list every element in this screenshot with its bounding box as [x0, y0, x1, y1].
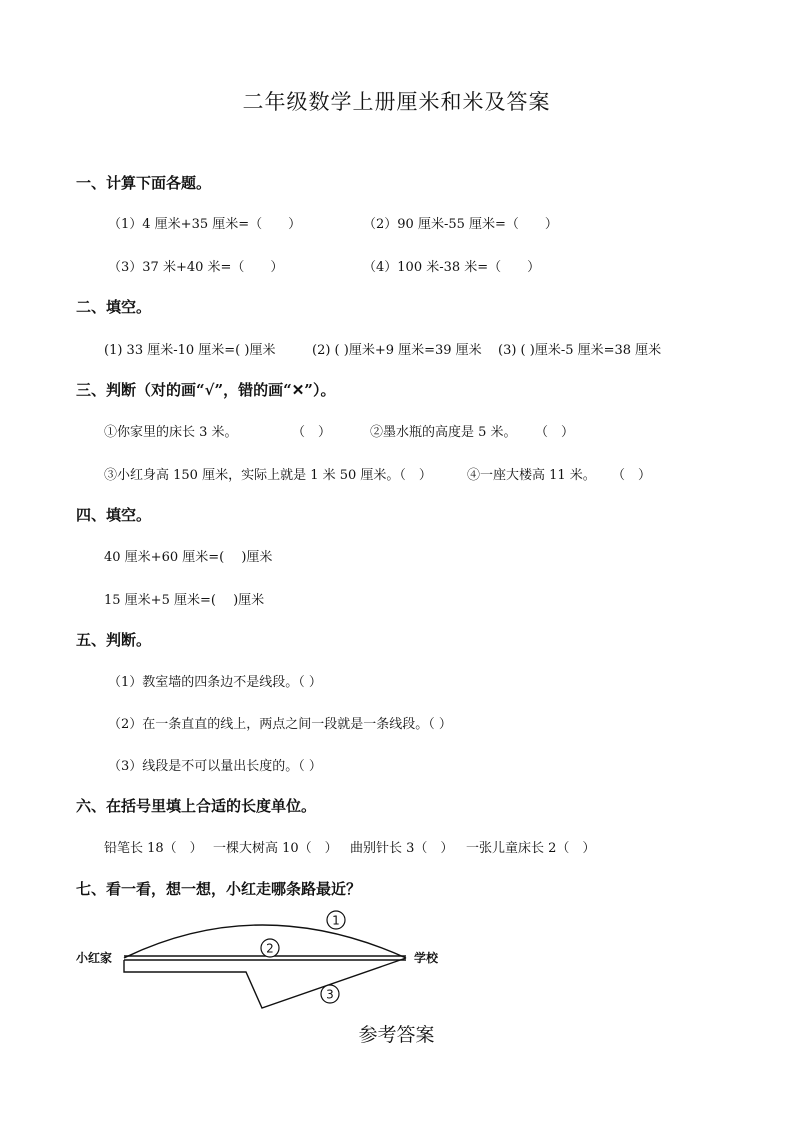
unit-6-4: 一张儿童床长 2（ ）	[466, 841, 596, 856]
question-2-2: (2) ( )厘米+9 厘米=39 厘米	[312, 343, 482, 358]
route-3-number: 3	[326, 987, 334, 1002]
judge-3-3: ③小红身高 150 厘米，实际上就是 1 米 50 厘米。（ ）	[104, 468, 432, 483]
judge-5-1: （1）教室墙的四条边不是线段。（ ）	[108, 675, 322, 690]
question-1-4: （4）100 米-38 米=（ ）	[363, 260, 541, 275]
section-6-heading: 六、在括号里填上合适的长度单位。	[76, 797, 317, 815]
route-2-number: 2	[266, 941, 274, 956]
school-label: 学校	[414, 951, 439, 965]
question-2-1: (1) 33 厘米-10 厘米=( )厘米	[104, 343, 276, 358]
unit-6-1: 铅笔长 18（ ）	[104, 841, 203, 856]
page-title: 二年级数学上册厘米和米及答案	[242, 90, 551, 114]
section-3-heading: 三、判断（对的画“√”，错的画“✕”）。	[76, 381, 336, 399]
section-5-heading: 五、判断。	[76, 631, 152, 649]
judge-3-4: ④一座大楼高 11 米。	[467, 468, 596, 483]
unit-6-3: 曲别针长 3（ ）	[350, 841, 454, 856]
section-1-heading: 一、计算下面各题。	[76, 174, 212, 192]
section-2-heading: 二、填空。	[76, 298, 152, 316]
answers-heading: 参考答案	[358, 1024, 435, 1046]
fill-4-2: 15 厘米+5 厘米=( )厘米	[104, 593, 265, 608]
route-1-number: 1	[332, 913, 340, 928]
unit-6-2: 一棵大树高 10（ ）	[213, 841, 338, 856]
question-2-3: (3) ( )厘米-5 厘米=38 厘米	[498, 343, 662, 358]
question-1-2: （2）90 厘米-55 厘米=（ ）	[363, 217, 558, 232]
fill-4-1: 40 厘米+60 厘米=( )厘米	[104, 550, 273, 565]
judge-3-2: ②墨水瓶的高度是 5 米。	[370, 425, 517, 440]
section-7-heading: 七、看一看，想一想，小红走哪条路最近？	[76, 880, 362, 898]
judge-5-2: （2）在一条直直的线上，两点之间一段就是一条线段。（ ）	[108, 717, 452, 732]
judge-3-2-blank: （ ）	[535, 425, 575, 440]
home-label: 小红家	[76, 951, 113, 965]
question-1-3: （3）37 米+40 米=（ ）	[108, 260, 284, 275]
question-1-1: （1）4 厘米+35 厘米=（ ）	[108, 217, 302, 232]
judge-3-1: ①你家里的床长 3 米。	[104, 425, 238, 440]
route-3-path	[124, 958, 406, 1008]
section-4-heading: 四、填空。	[76, 506, 152, 524]
judge-3-4-blank: （ ）	[612, 468, 652, 483]
judge-3-1-blank: （ ）	[292, 425, 332, 440]
judge-5-3: （3）线段是不可以量出长度的。（ ）	[108, 759, 322, 774]
route-diagram	[76, 900, 456, 1015]
